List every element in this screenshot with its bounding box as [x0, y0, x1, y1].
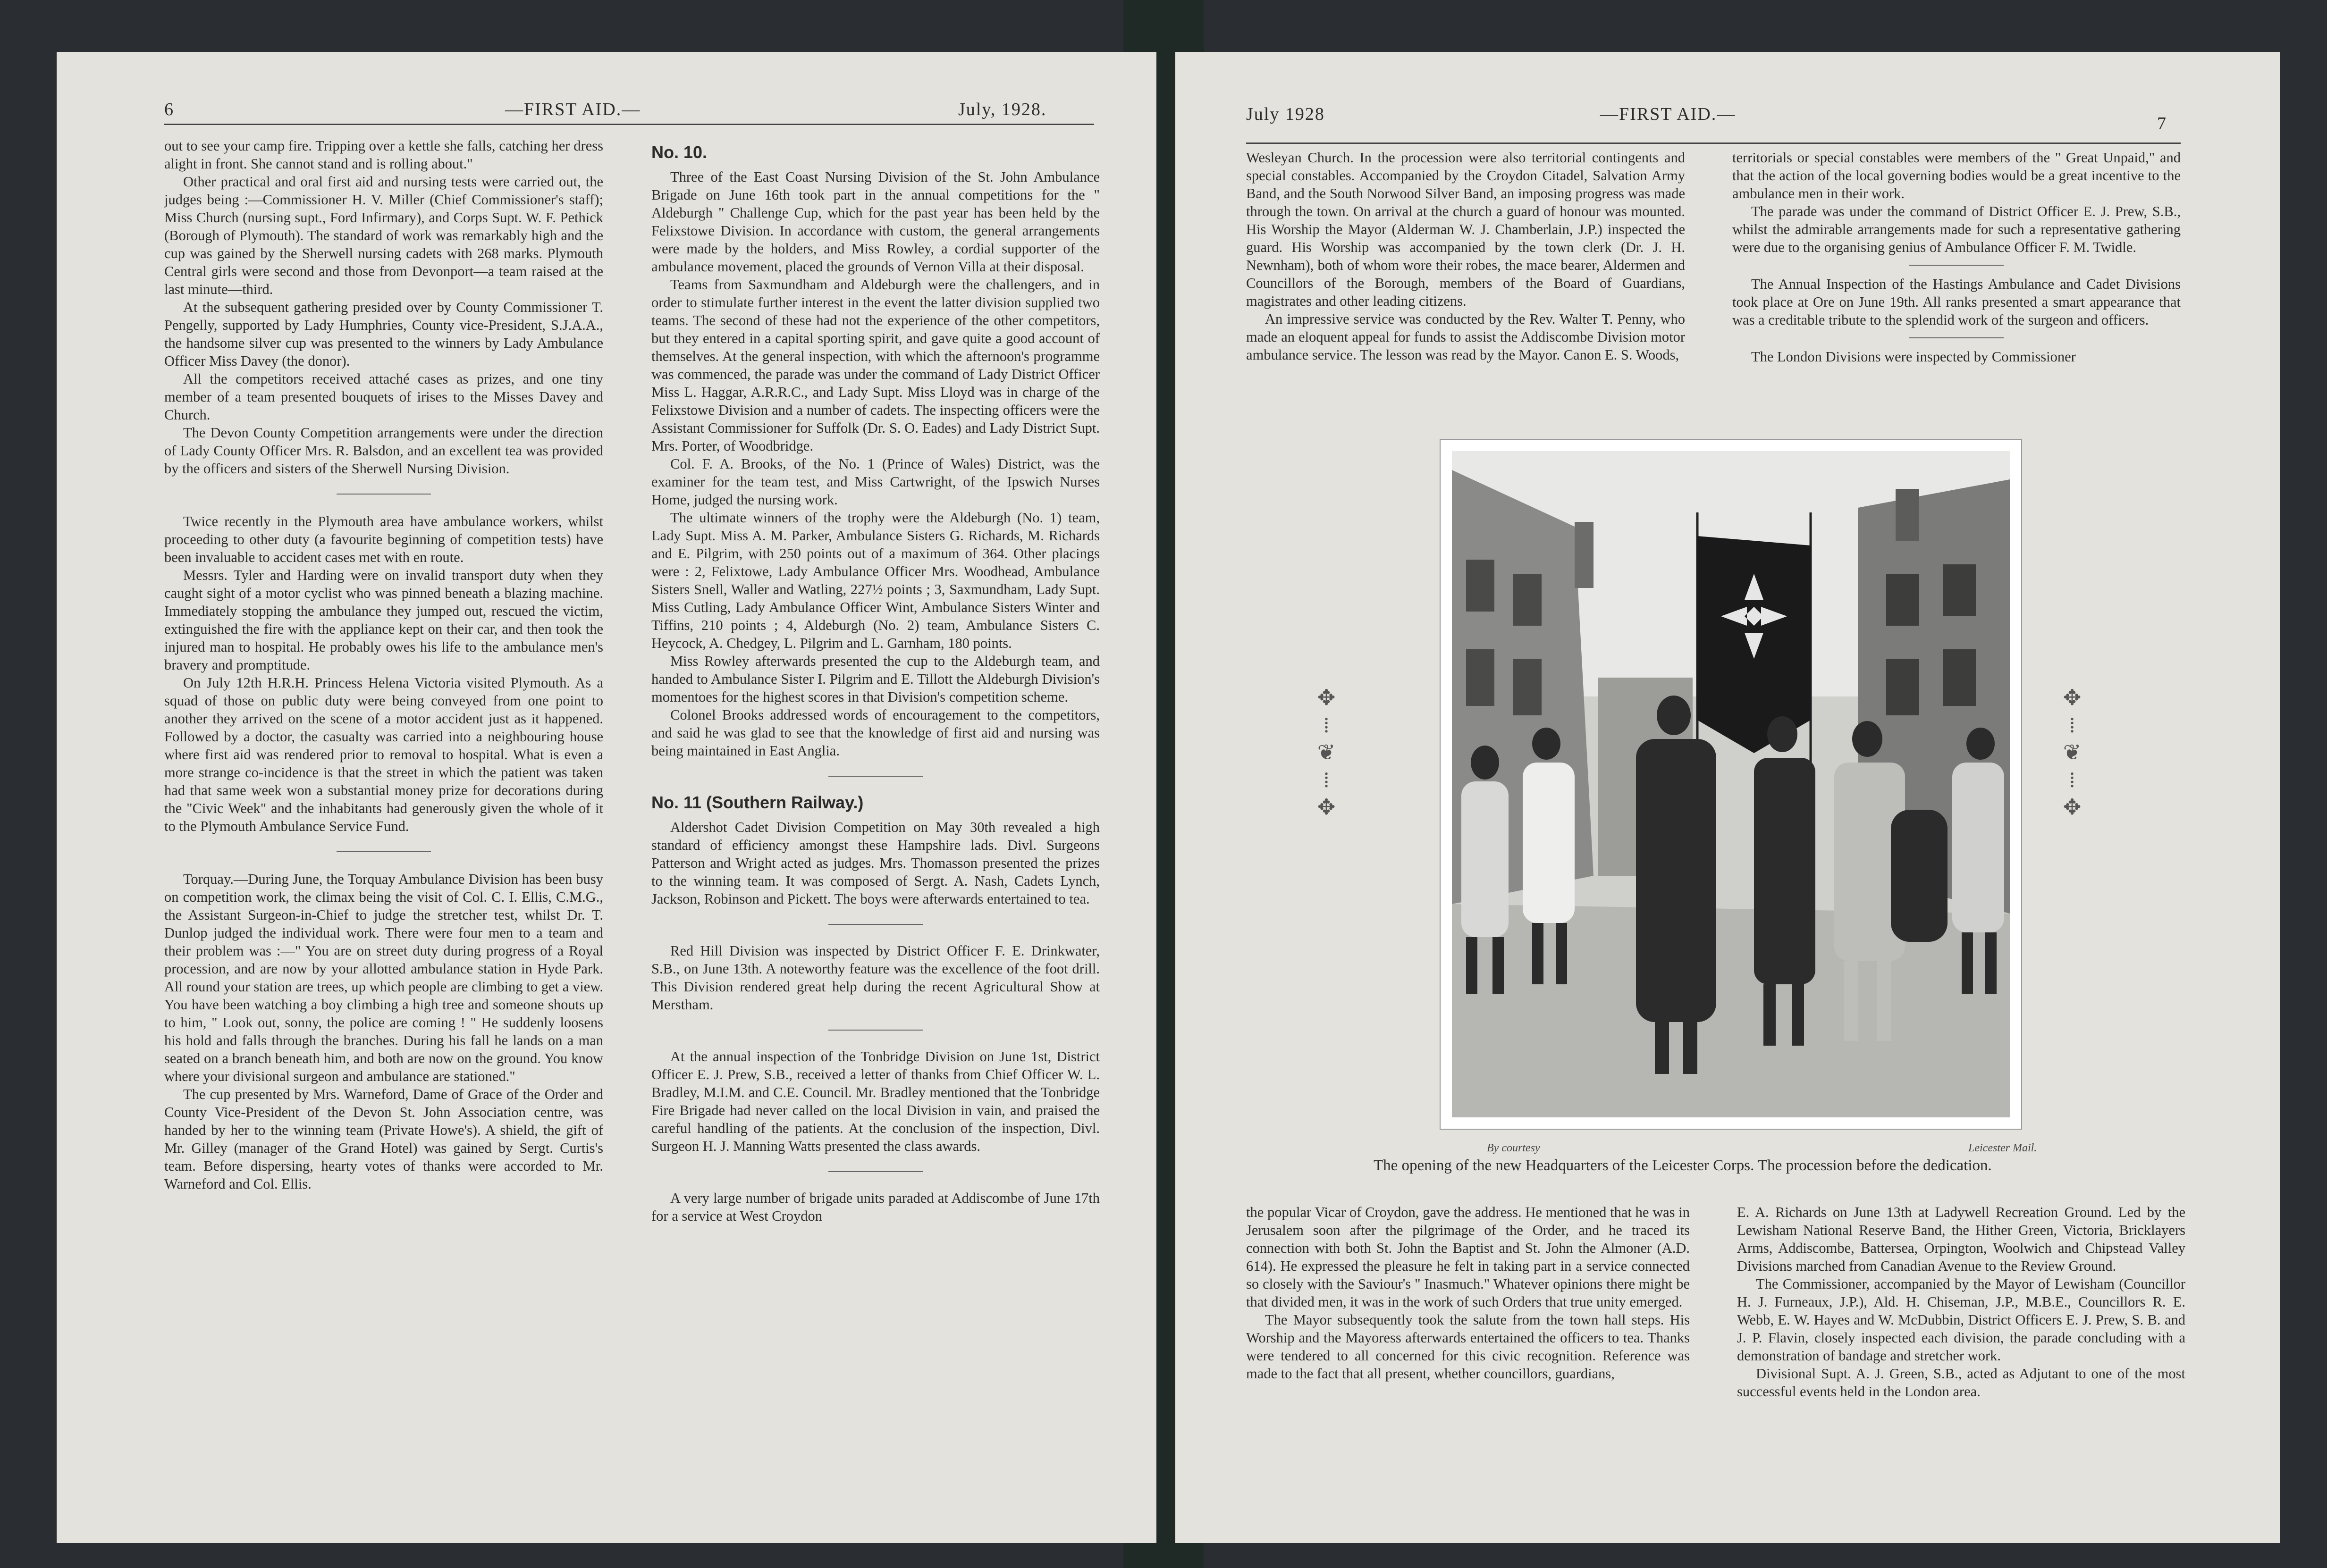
paragraph: The Annual Inspection of the Hastings Ambulance and Cadet Divisions took place at Ore on June 19th. All ranks presented a smart appearance that was a creditable tribute to the splendid work of the surgeon and officers.: [1732, 276, 2181, 328]
right-page: [1175, 52, 2280, 1543]
page-number-left: 6: [164, 100, 174, 119]
paragraph: Messrs. Tyler and Harding were on invalid transport duty when they caught sight of a motor cyclist who was pinned beneath a blazing machine. Immediately stopping the ambulance they jumped out, rescued the victim, extinguished the fire with the appliance kept on their car, and then took the injured man to hospital. He probably owes his life to the ambulance men's bravery and promptitude.: [164, 567, 603, 673]
issue-date-right: July 1928: [1246, 104, 1325, 124]
section-divider: [828, 924, 923, 925]
paragraph: Miss Rowley afterwards presented the cup to the Aldeburgh team, and handed to Ambulance Sister I. Pilgrim and E. Tillott the Aldeburgh Division's momentoes for the highest scores in that Division's competition scheme.: [651, 653, 1100, 705]
left-column-1: [164, 137, 603, 1505]
header-rule: [1246, 143, 2181, 144]
paragraph: The cup presented by Mrs. Warneford, Dame of Grace of the Order and County Vice-President of the Devon St. John Association centre, was handed by her to the winning team (Private Howe's). A shield, the gift of Mr. Gilley (manager of the Grand Hotel) was gained by Sergt. Curtis's team. Before dispersing, hearty votes of thanks were accorded to Mr. Warneford and Col. Ellis.: [164, 1086, 603, 1192]
photo-credit-left: By courtesy: [1487, 1142, 1540, 1154]
paragraph: Three of the East Coast Nursing Division of the St. John Ambulance Brigade on June 16th took part in the annual competitions for the " Aldeburgh " Challenge Cup, which for the past year has been held by the Felixstowe Division. In accordance with custom, the general arrangements were made by the holders, and Miss Rowley, a cordial supporter of the ambulance movement, placed the grounds of Vernon Villa at their disposal.: [651, 169, 1100, 275]
right-top-column-2: [1732, 149, 2181, 413]
section-divider: [1909, 337, 2004, 338]
decorative-ornament-icon: ✥ ⁞ ❦ ⁞ ✥: [2063, 686, 2082, 819]
issue-date-left: July, 1928.: [958, 100, 1047, 119]
left-column-2: [651, 137, 1100, 1505]
paragraph: territorials or special constables were members of the " Great Unpaid," and that the action of the local governing bodies would be a great incentive to the ambulance men in their work.: [1732, 150, 2181, 201]
section-divider: [1909, 265, 2004, 266]
paragraph: All the competitors received attaché cases as prizes, and one tiny member of a team presented bouquets of irises to the Misses Davey and Church.: [164, 371, 603, 423]
paragraph: Wesleyan Church. In the procession were also territorial contingents and special constables. Accompanied by the Croydon Citadel, Salvation Army Band, and the South Norwood Silver Band, an imposing progress was made through the town. On arrival at the church a guard of honour was mounted. His Worship the Mayor (Alderman W. J. Chamberlain, J.P.) inspected the guard. His Worship was accompanied by the town clerk (Dr. J. H. Newnham), both of whom wore their robes, the mace bearer, Aldermen and Councillors of the Borough, members of the Board of Guardians, magistrates and other leading citizens.: [1246, 150, 1685, 309]
section-divider: [828, 1030, 923, 1031]
paragraph: At the annual inspection of the Tonbridge Division on June 1st, District Officer E. J. Prew, S.B., received a letter of thanks from Chief Officer W. L. Bradley, M.I.M. and C.E. Council. Mr. Bradley mentioned that the Tonbridge Fire Brigade had never called on the local Division in vain, and praised the careful handling of the patients. At the conclusion of the inspection, Divl. Surgeon H. J. Manning Watts presented the class awards.: [651, 1048, 1100, 1154]
page-number-right: 7: [2157, 114, 2167, 134]
paragraph: The Devon County Competition arrangements were under the direction of Lady County Officer Mrs. R. Balsdon, and an excellent tea was provided by the officers and sisters of the Sherwell Nursing Division.: [164, 425, 603, 477]
running-head-right: —FIRST AID.—: [1600, 104, 1736, 124]
paragraph: On July 12th H.R.H. Princess Helena Victoria visited Plymouth. As a squad of those on public duty were being conveyed from one point to another they arrived on the scene of a motor accident just as it happened. Followed by a doctor, the casualty was carried into a neighbouring house where first aid was rendered prior to removal to hospital. What is even a more strange co-incidence is that the street in which the patient was taken had that same week won a substantial money prize for decorations during the "Civic Week" and the inhabitants had generously given the whole of it to the Plymouth Ambulance Service Fund.: [164, 675, 603, 834]
paragraph: out to see your camp fire. Tripping over a kettle she falls, catching her dress alight in front. She cannot stand and is rolling about.": [164, 138, 603, 172]
photo-credit-right: Leicester Mail.: [1968, 1142, 2037, 1154]
paragraph: Colonel Brooks addressed words of encouragement to the competitors, and said he was glad to see that the knowledge of first aid and nursing was being maintained in East Anglia.: [651, 707, 1100, 759]
right-bottom-column-2: [1737, 1203, 2185, 1496]
paragraph: Col. F. A. Brooks, of the No. 1 (Prince of Wales) District, was the examiner for the team test, and Miss Cartwright, of the Ipswich Nurses Home, judged the nursing work.: [651, 456, 1100, 508]
paragraph: Teams from Saxmundham and Aldeburgh were the challengers, and in order to stimulate further interest in the event the latter division supplied two teams. The second of these had not the experience of the other competitors, but they entered in a capital sporting spirit, and gave quite a good account of themselves. At the general inspection, with which the afternoon's programme was commenced, the parade was under the command of Lady District Officer Miss L. Haggar, A.R.R.C., and Lady Supt. Miss Lloyd was in charge of the Felixstowe Division and a number of cadets. The inspecting officers were the Assistant Commissioner for Suffolk (Dr. S. O. Eades) and Lady District Supt. Mrs. Porter, of Woodbridge.: [651, 277, 1100, 454]
photo-caption: The opening of the new Headquarters of the Leicester Corps. The procession before the dedication.: [1374, 1157, 1992, 1174]
paragraph: A very large number of brigade units paraded at Addiscombe of June 17th for a service at West Croydon: [651, 1190, 1100, 1224]
procession-photograph: [1440, 439, 2022, 1130]
paragraph: An impressive service was conducted by the Rev. Walter T. Penny, who made an eloquent appeal for funds to assist the Addiscombe Division motor ambulance service. The lesson was read by the Mayor. Canon E. S. Woods,: [1246, 311, 1685, 363]
paragraph: The Commissioner, accompanied by the Mayor of Lewisham (Councillor H. J. Furneaux, J.P.), Ald. H. Chiseman, J.P., M.B.E., Councillors R. E. Webb, E. W. Hayes and W. McDubbin, District Officers E. J. Prew, S. B. and J. P. Flavin, closely inspected each division, the parade concluding with a demonstration of bandage and stretcher work.: [1737, 1276, 2185, 1364]
paragraph: Twice recently in the Plymouth area have ambulance workers, whilst proceeding to other duty (a favourite beginning of competition tests) have been invaluable to accident cases met with en route.: [164, 513, 603, 565]
paragraph: At the subsequent gathering presided over by County Commissioner T. Pengelly, supported by Lady Humphries, County vice-President, S.J.A.A., the handsome silver cup was presented to the winners by Lady Ambulance Officer Miss Davey (the donor).: [164, 299, 603, 369]
section-divider: [828, 1171, 923, 1172]
paragraph: The London Divisions were inspected by Commissioner: [1751, 349, 2076, 365]
paragraph: the popular Vicar of Croydon, gave the address. He mentioned that he was in Jerusalem soon after the pilgrimage of the Order, and he traced its connection with both St. John the Baptist and St. John the Almoner (A.D. 614). He expressed the pleasure he felt in taking part in a service connected so closely with the Saviour's " Inasmuch." Whatever opinions there might be that divided men, it was in the work of such Orders that true unity emerged.: [1246, 1204, 1690, 1310]
right-bottom-column-1: [1246, 1203, 1690, 1496]
paragraph: The parade was under the command of District Officer E. J. Prew, S.B., whilst the admirable arrangements made for such a representative gathering were due to the organising genius of Ambulance Officer F. M. Twidle.: [1732, 203, 2181, 255]
section-heading: No. 11 (Southern Railway.): [651, 793, 864, 812]
procession-photo-image: [1452, 451, 2010, 1117]
section-divider: [337, 851, 431, 852]
header-rule: [164, 124, 1094, 125]
paragraph: The Mayor subsequently took the salute from the town hall steps. His Worship and the Mayoress afterwards entertained the officers to tea. Thanks were tendered to all concerned for this civic recognition. Reference was made to the fact that all present, whether councillors, guardians,: [1246, 1312, 1690, 1382]
paragraph: Divisional Supt. A. J. Green, S.B., acted as Adjutant to one of the most successful events held in the London area.: [1737, 1366, 2185, 1400]
section-heading: No. 10.: [651, 143, 708, 162]
running-head-left: —FIRST AID.—: [505, 100, 641, 119]
paragraph: The ultimate winners of the trophy were the Aldeburgh (No. 1) team, Lady Supt. Miss A. M. Parker, Ambulance Sisters G. Richards, M. Richards and E. Pilgrim, with 250 points out of a maximum of 364. Other placings were : 2, Felixtowe, Lady Ambulance Officer Mrs. Woodhead, Ambulance Sisters Snell, Waller and Watling, 227½ points ; 3, Saxmundham, Lady Supt. Miss Cutling, Lady Ambulance Officer Wint, Ambulance Sisters Winter and Tiffins, 210 points ; 4, Aldeburgh (No. 2) team, Ambulance Sisters C. Heycock, A. Chedgey, L. Pilgrim and L. Garnham, 180 points.: [651, 510, 1100, 651]
paragraph: Torquay.—During June, the Torquay Ambulance Division has been busy on competition work, the climax being the visit of Col. C. I. Ellis, C.M.G., the Assistant Surgeon-in-Chief to judge the stretcher test, whilst Dr. T. Dunlop judged the individual work. There were four men to a team and their problem was :—" You are on street duty during progress of a Royal procession, and are now by your allotted ambulance station in Hyde Park. All round your station are trees, up which people are climbing to get a view. You have been watching a boy climbing a high tree and someone shouts up to him, " Look out, sonny, the police are coming ! " He suddenly loosens his hold and falls through the branches. During his fall he lands on a man seated on a branch beneath him, and both are now on the ground. You know where your divisional surgeon and ambulance are stationed.": [164, 871, 603, 1084]
left-page: [57, 52, 1156, 1543]
right-top-column-1: [1246, 149, 1685, 413]
decorative-ornament-icon: ✥ ⁞ ❦ ⁞ ✥: [1317, 686, 1336, 819]
paragraph: Other practical and oral first aid and nursing tests were carried out, the judges being :—Commissioner H. V. Miller (Chief Commissioner's staff); Miss Church (nursing supt., Ford Infirmary), and Corps Supt. W. F. Pethick (Borough of Plymouth). The standard of work was remarkably high and the cup was gained by the Sherwell nursing cadets with 268 marks. Plymouth Central girls were second and those from Devonport—a team raised at the last minute—third.: [164, 174, 603, 297]
section-divider: [828, 776, 923, 777]
paragraph: Red Hill Division was inspected by District Officer F. E. Drinkwater, S.B., on June 13th. A noteworthy feature was the excellence of the foot drill. This Division rendered great help during the recent Agricultural Show at Merstham.: [651, 943, 1100, 1013]
section-divider: [337, 494, 431, 495]
paragraph: E. A. Richards on June 13th at Ladywell Recreation Ground. Led by the Lewisham National Reserve Band, the Hither Green, Victoria, Bricklayers Arms, Addiscombe, Battersea, Orpington, Woolwich and Chipstead Valley Divisions marched from Canadian Avenue to the Review Ground.: [1737, 1204, 2185, 1274]
paragraph: Aldershot Cadet Division Competition on May 30th revealed a high standard of efficiency amongst these Hampshire lads. Divl. Surgeons Patterson and Wright acted as judges. Mrs. Thomasson presented the prizes to the winning team. It was composed of Sergt. A. Nash, Cadets Lynch, Jackson, Robinson and Pickett. The boys were afterwards entertained to tea.: [651, 819, 1100, 907]
